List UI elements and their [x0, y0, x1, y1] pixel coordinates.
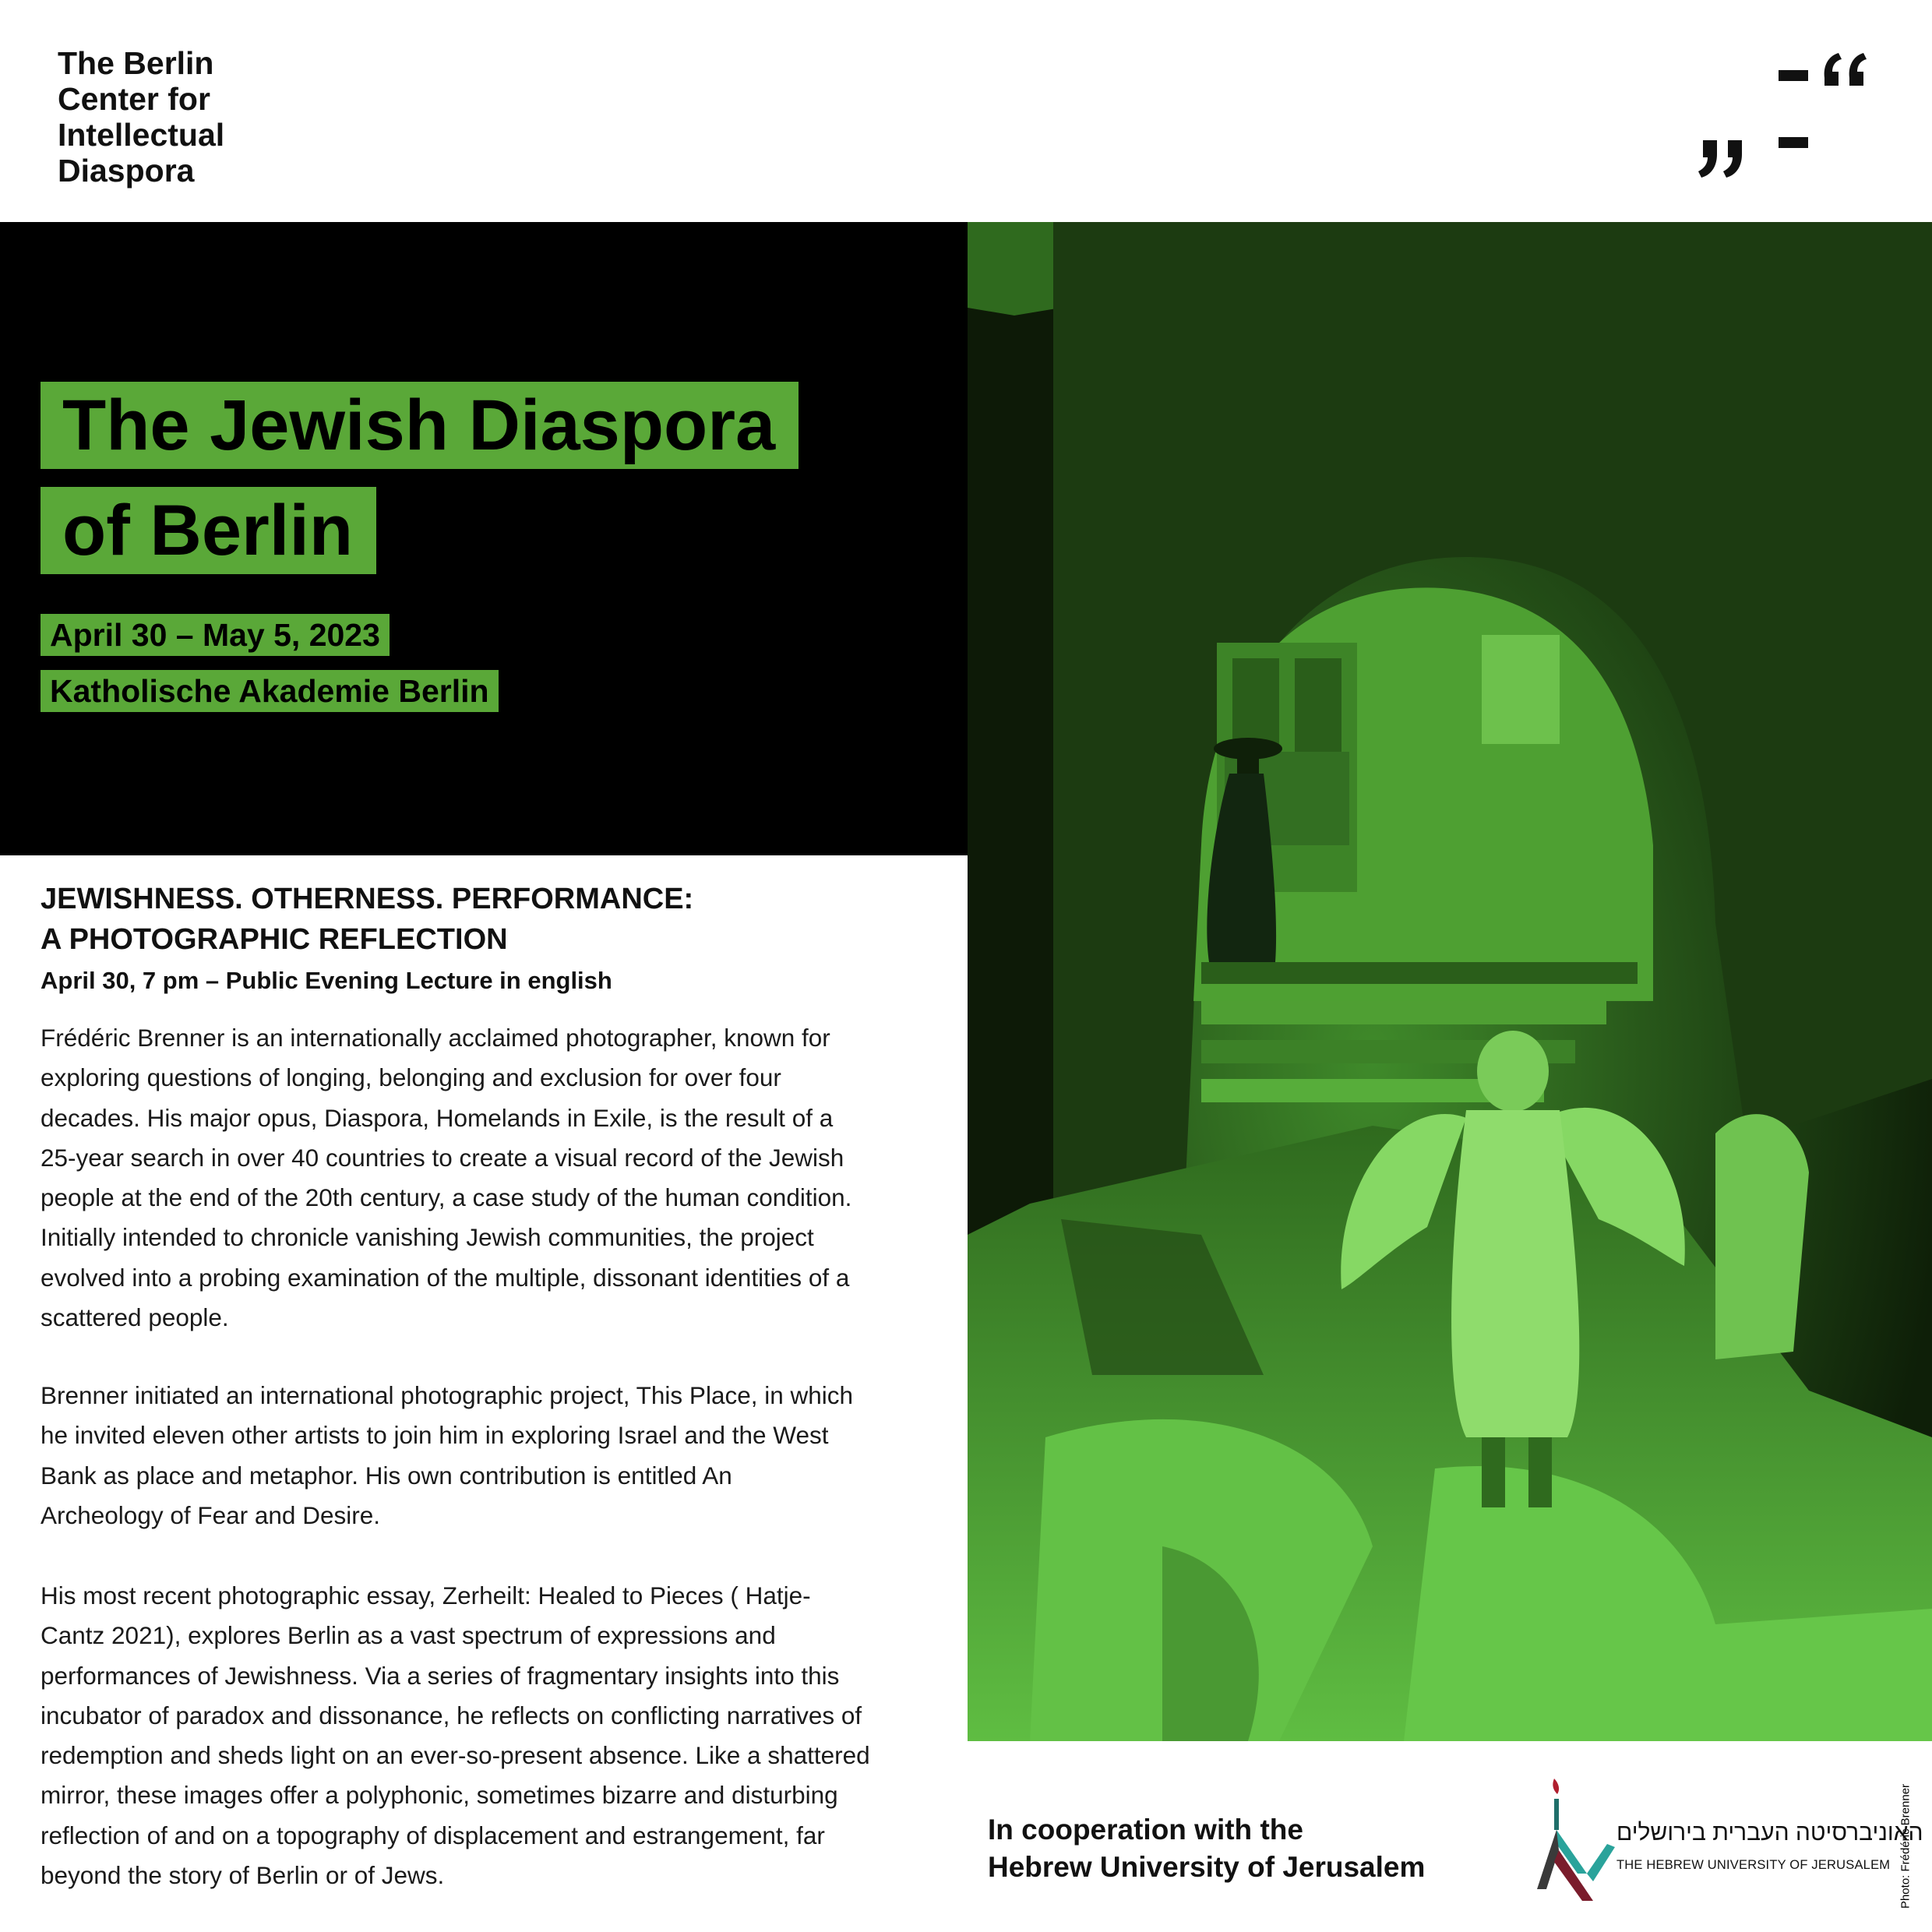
body-paragraph-2	[41, 1376, 853, 1535]
body-paragraph-1	[41, 1018, 851, 1338]
paragraph-line: evolved into a probing examination of the multiple, dissonant identities of a	[41, 1263, 850, 1292]
paragraph-line: Cantz 2021), explores Berlin as a vast spectrum of expressions and	[41, 1621, 776, 1650]
lecture-title-line-1: JEWISHNESS. OTHERNESS. PERFORMANCE:	[41, 883, 694, 915]
paragraph-line: mirror, these images offer a polyphonic, sometimes bizarre and disturbing	[41, 1781, 838, 1810]
paragraph-line: Brenner initiated an international photographic project, This Place, in which	[41, 1381, 854, 1409]
paragraph-line: 25-year search in over 40 countries to create a visual record of the Jewish	[41, 1143, 844, 1172]
cooperation-note	[988, 1811, 1425, 1886]
event-venue: Katholische Akademie Berlin	[41, 670, 499, 712]
org-line-3: Intellectual	[58, 117, 225, 153]
paragraph-line: Initially intended to chronicle vanishing Jewish communities, the project	[41, 1223, 814, 1252]
paragraph-line: redemption and sheds light on an ever-so-present absence. Like a shattered	[41, 1741, 870, 1770]
cooperation-line-1: In cooperation with the	[988, 1814, 1303, 1846]
paragraph-line: he invited eleven other artists to join him in exploring Israel and the West	[41, 1421, 829, 1450]
paragraph-line: decades. His major opus, Diaspora, Homelands in Exile, is the result of a	[41, 1103, 834, 1132]
paragraph-line: Archeology of Fear and Desire.	[41, 1500, 380, 1529]
lecture-title	[41, 879, 693, 960]
cooperation-line-2: Hebrew University of Jerusalem	[988, 1851, 1426, 1883]
hebrew-university-name-english: THE HEBREW UNIVERSITY OF JERUSALEM	[1616, 1858, 1891, 1872]
paragraph-line: beyond the story of Berlin or of Jews.	[41, 1861, 445, 1890]
lecture-title-line-2: A PHOTOGRAPHIC REFLECTION	[41, 923, 508, 956]
quote-marks-logo-icon	[1690, 45, 1877, 185]
paragraph-line: scattered people.	[41, 1303, 229, 1332]
hebrew-university-name-hebrew: האוניברסיטה העברית בירושלים	[1616, 1820, 1923, 1846]
paragraph-line: reflection of and on a topography of displacement and estrangement, far	[41, 1821, 825, 1849]
event-dates: April 30 – May 5, 2023	[41, 614, 390, 656]
paragraph-line: incubator of paradox and dissonance, he reflects on conflicting narratives of	[41, 1701, 862, 1729]
org-line-1: The Berlin	[58, 45, 214, 81]
event-title-line-1: The Jewish Diaspora	[41, 382, 799, 469]
photo-credit-text: Photo: Frédéric Brenner	[1899, 1783, 1913, 1909]
paragraph-line: exploring questions of longing, belonging and exclusion for over four	[41, 1063, 781, 1092]
event-title-line-2: of Berlin	[41, 487, 376, 574]
paragraph-line: Frédéric Brenner is an internationally acclaimed photographer, known for	[41, 1024, 830, 1052]
body-paragraph-3	[41, 1576, 870, 1895]
org-line-2: Center for	[58, 81, 210, 117]
paragraph-line: His most recent photographic essay, Zerheilt: Healed to Pieces ( Hatje-	[41, 1581, 811, 1609]
paragraph-line: Bank as place and metaphor. His own contribution is entitled An	[41, 1461, 732, 1490]
lecture-date: April 30, 7 pm – Public Evening Lecture in english	[41, 967, 612, 994]
paragraph-line: performances of Jewishness. Via a series of fragmentary insights into this	[41, 1661, 840, 1690]
organization-name	[58, 45, 369, 189]
paragraph-line: people at the end of the 20th century, a case study of the human condition.	[41, 1183, 852, 1212]
org-line-4: Diaspora	[58, 153, 195, 189]
